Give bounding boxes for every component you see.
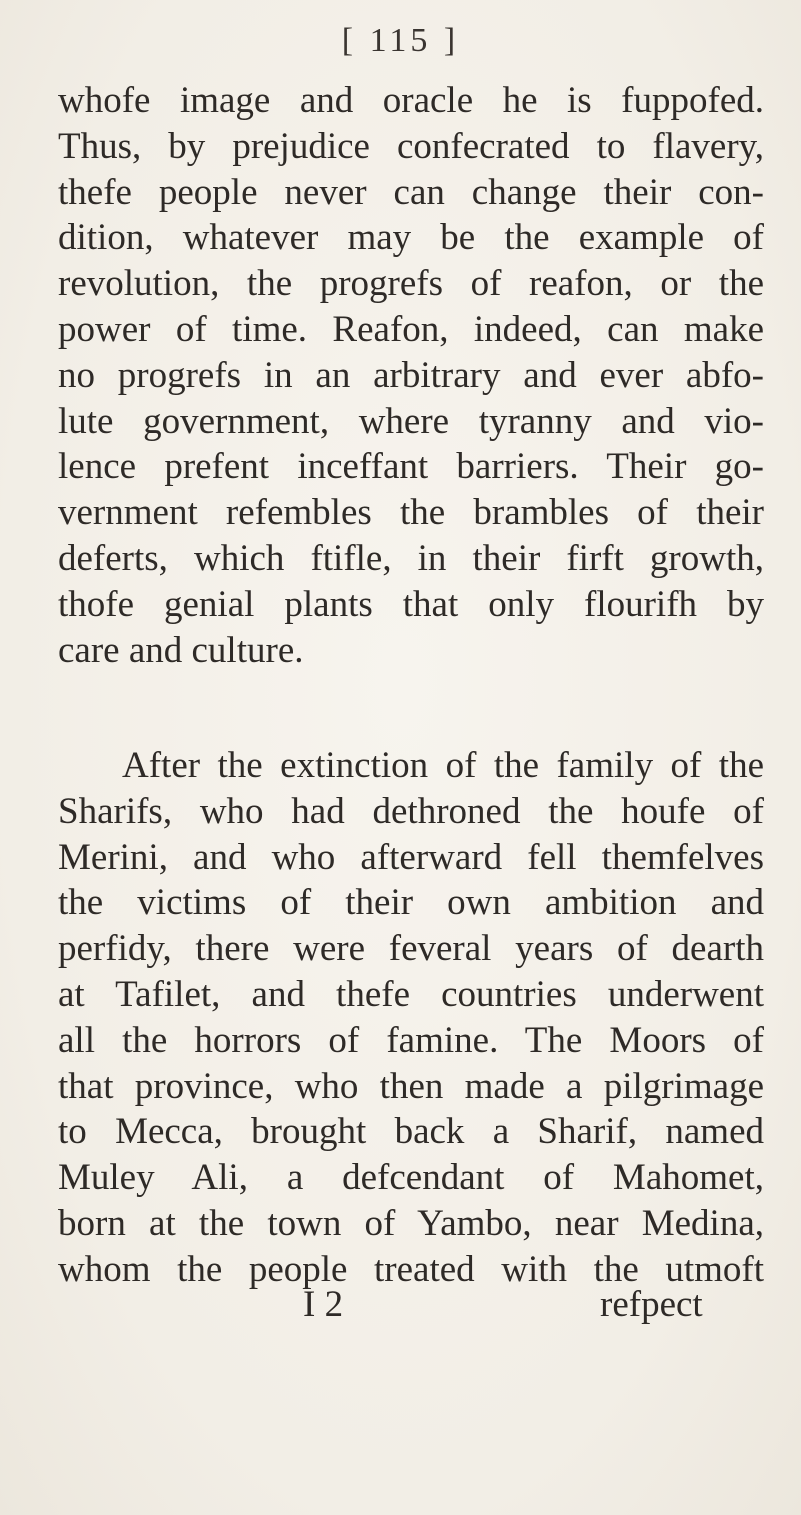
text-line: Muley Ali, a defcendant of Mahomet, (58, 1157, 764, 1199)
text-line: the victims of their own ambition and (58, 882, 764, 924)
text-line: Merini, and who afterward fell themfelves (58, 836, 764, 878)
paragraph-2 (58, 743, 764, 1293)
signature-mark: I 2 (303, 1284, 344, 1325)
text-line: that province, who then made a pilgrimage (58, 1065, 764, 1107)
paragraph-1 (58, 78, 764, 673)
text-line: Sharifs, who had dethroned the houfe of (58, 790, 764, 832)
text-line: whom the people treated with the utmoft (58, 1248, 764, 1290)
page-number-header: [ 115 ] (341, 22, 460, 59)
text-line: perfidy, there were feveral years of dearth (58, 928, 764, 970)
text-line: all the horrors of famine. The Moors of (58, 1019, 764, 1061)
text-line: dition, whatever may be the example of (58, 217, 764, 259)
text-line: Thus, by prejudice confecrated to flavery, (58, 125, 764, 167)
text-line: born at the town of Yambo, near Medina, (58, 1202, 764, 1244)
text-line: no progrefs in an arbitrary and ever abfo- (58, 354, 764, 396)
text-line: power of time. Reafon, indeed, can make (58, 308, 764, 350)
text-line: care and culture. (58, 629, 304, 671)
text-line: thefe people never can change their con- (58, 171, 764, 213)
text-line: revolution, the progrefs of reafon, or the (58, 263, 764, 305)
text-line: lence prefent inceffant barriers. Their go- (58, 446, 764, 488)
text-line: thofe genial plants that only flourifh by (58, 583, 764, 625)
text-line: to Mecca, brought back a Sharif, named (58, 1111, 764, 1153)
text-line: lute government, where tyranny and vio- (58, 400, 764, 442)
text-line: After the extinction of the family of the (122, 745, 764, 786)
text-line: whofe image and oracle he is fuppofed. (58, 80, 764, 121)
text-line: at Tafilet, and thefe countries underwent (58, 973, 764, 1015)
text-line: deferts, which ftifle, in their firft growth, (58, 537, 764, 579)
text-line: vernment refembles the brambles of their (58, 492, 764, 534)
catchword: refpect (600, 1284, 703, 1325)
